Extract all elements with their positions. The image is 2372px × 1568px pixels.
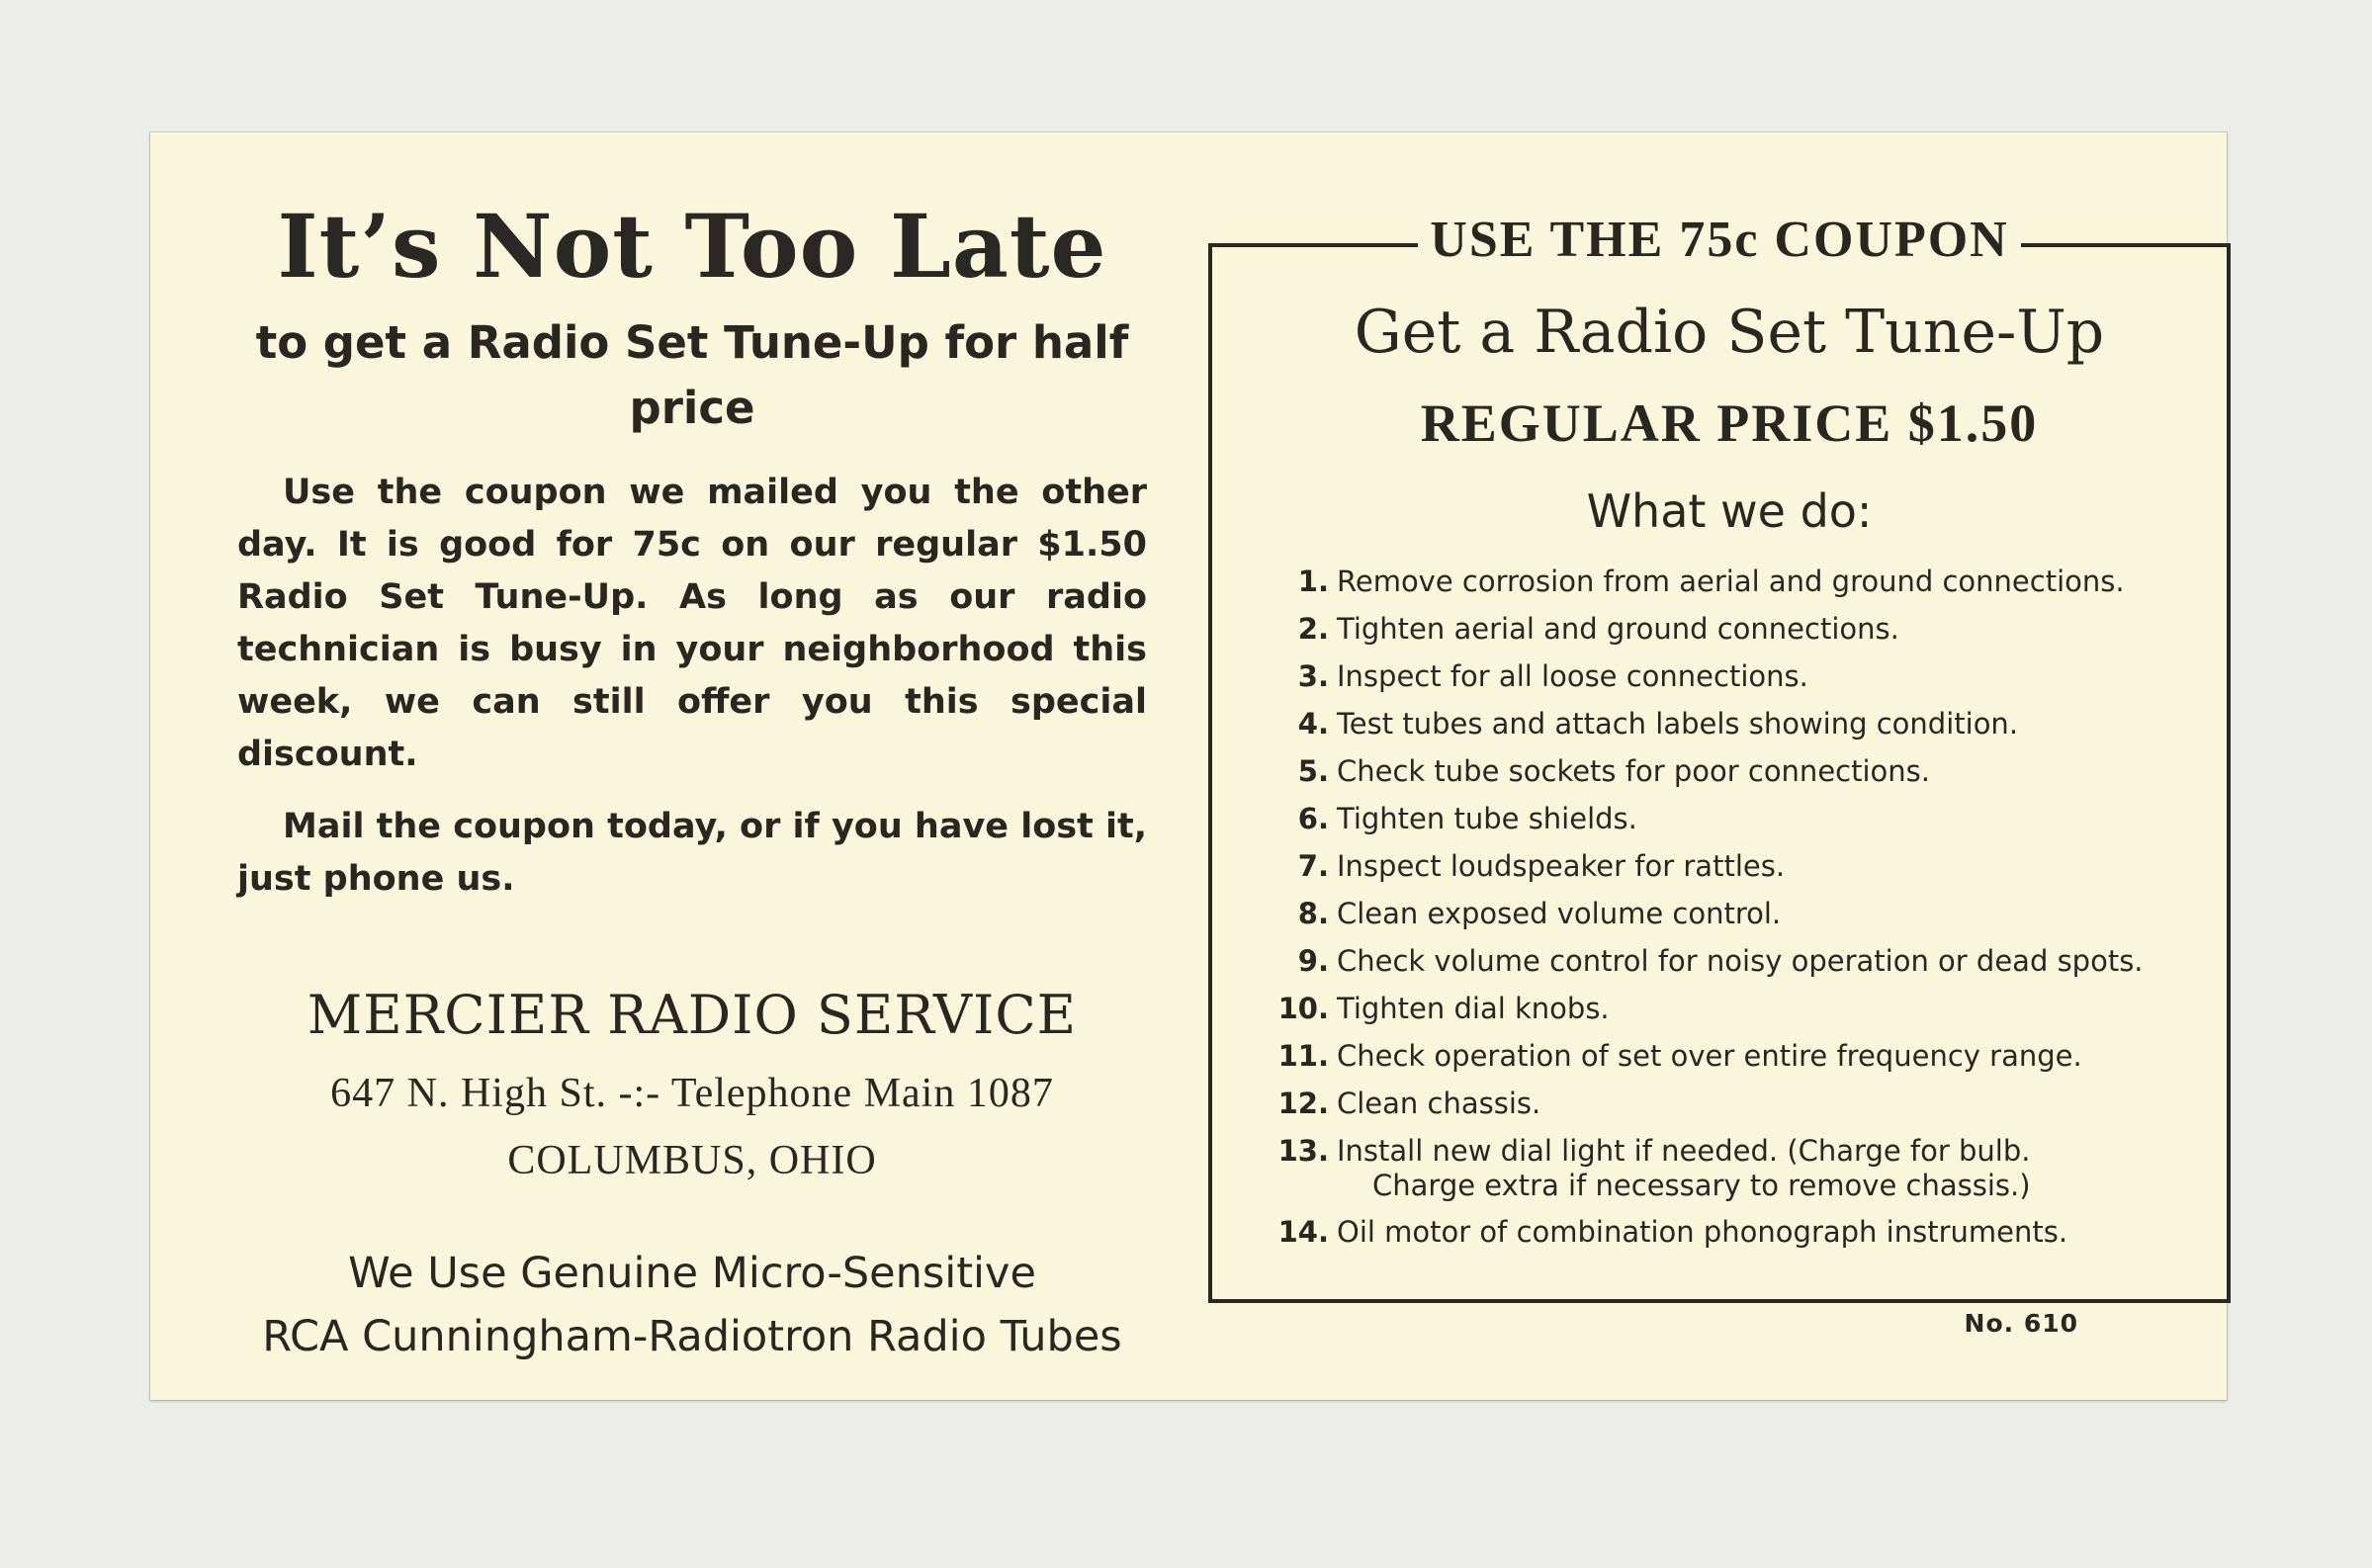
step-text: Clean exposed volume control. (1337, 897, 1782, 930)
step-number: 14. (1277, 1215, 1329, 1249)
step-number: 2. (1297, 612, 1329, 646)
list-item (1272, 842, 2187, 890)
step-number: 8. (1297, 897, 1329, 930)
what-we-do-heading: What we do: (1586, 484, 1873, 538)
subheadline: to get a Radio Set Tune-Up for half price (255, 316, 1129, 434)
body-paragraph-2: Mail the coupon today, or if you have lost it, just phone us. (237, 807, 1148, 899)
list-item (1272, 890, 2187, 937)
business-address: 647 N. High St. -:- Telephone Main 1087 (330, 1071, 1054, 1116)
step-number: 13. (1277, 1134, 1329, 1168)
step-number: 4. (1297, 707, 1329, 740)
headline: It’s Not Too Late (277, 195, 1107, 298)
business-city: COLUMBUS, OHIO (507, 1138, 877, 1183)
list-item (1272, 558, 2187, 605)
postcard (150, 132, 2227, 1400)
list-item (1272, 747, 2187, 795)
step-number: 5. (1297, 754, 1329, 788)
step-text: Inspect for all loose connections. (1337, 659, 1808, 693)
step-text: Inspect loudspeaker for rattles. (1337, 849, 1786, 883)
step-number: 10. (1277, 992, 1329, 1025)
list-item (1272, 985, 2187, 1032)
list-item (1272, 1080, 2187, 1127)
promo-column (237, 192, 1147, 1368)
step-text: Tighten dial knobs. (1337, 992, 1610, 1025)
step-text: Tighten aerial and ground connections. (1337, 612, 1899, 646)
step-number: 11. (1277, 1039, 1329, 1073)
list-item (1272, 1032, 2187, 1080)
list-item (1272, 605, 2187, 653)
coupon-title (1212, 206, 2227, 275)
form-number: No. 610 (1964, 1309, 2078, 1338)
tubes-notice (237, 1242, 1147, 1368)
step-text: Clean chassis. (1337, 1087, 1541, 1120)
list-item (1272, 795, 2187, 842)
list-item (1272, 937, 2187, 985)
coupon-heading: Get a Radio Set Tune-Up (1354, 298, 2105, 367)
step-text: Check operation of set over entire frequency range. (1337, 1039, 2082, 1073)
regular-price: REGULAR PRICE $1.50 (1420, 393, 2039, 453)
business-name: MERCIER RADIO SERVICE (307, 984, 1078, 1046)
step-text: Test tubes and attach labels showing condition. (1337, 707, 2019, 740)
body-paragraph-1: Use the coupon we mailed you the other day. It is good for 75c on our regular $1.50 Radio Set Tune-Up. As long as our radio technician is busy in your neighborhood this week, we can still offer you this special discount. (237, 473, 1147, 774)
step-text: Check tube sockets for poor connections. (1337, 754, 1930, 788)
step-number: 7. (1297, 849, 1329, 883)
step-text-continued: Charge extra if necessary to remove chassis.) (1372, 1169, 2031, 1202)
step-number: 6. (1297, 802, 1329, 835)
coupon-box (1208, 212, 2231, 1303)
step-text: Install new dial light if needed. (Charge for bulb. (1337, 1134, 2031, 1168)
step-text: Tighten tube shields. (1337, 802, 1637, 835)
step-text: Remove corrosion from aerial and ground connections. (1337, 565, 2125, 598)
step-number: 1. (1297, 565, 1329, 598)
coupon-title-text: USE THE 75c COUPON (1418, 206, 2020, 275)
step-number: 9. (1297, 944, 1329, 978)
step-text: Oil motor of combination phonograph instruments. (1337, 1215, 2068, 1249)
step-number: 12. (1277, 1087, 1329, 1120)
coupon-content (1272, 293, 2187, 1256)
list-item (1272, 700, 2187, 747)
list-item (1272, 1208, 2187, 1256)
tubes-line-1: We Use Genuine Micro-Sensitive (348, 1249, 1036, 1298)
step-text: Check volume control for noisy operation or dead spots. (1337, 944, 2144, 978)
tubes-line-2: RCA Cunningham-Radiotron Radio Tubes (262, 1312, 1122, 1361)
service-steps-list (1272, 558, 2187, 1256)
step-number: 3. (1297, 659, 1329, 693)
coupon-top-border (1212, 243, 2227, 247)
list-item (1272, 653, 2187, 700)
list-item (1272, 1127, 2187, 1202)
